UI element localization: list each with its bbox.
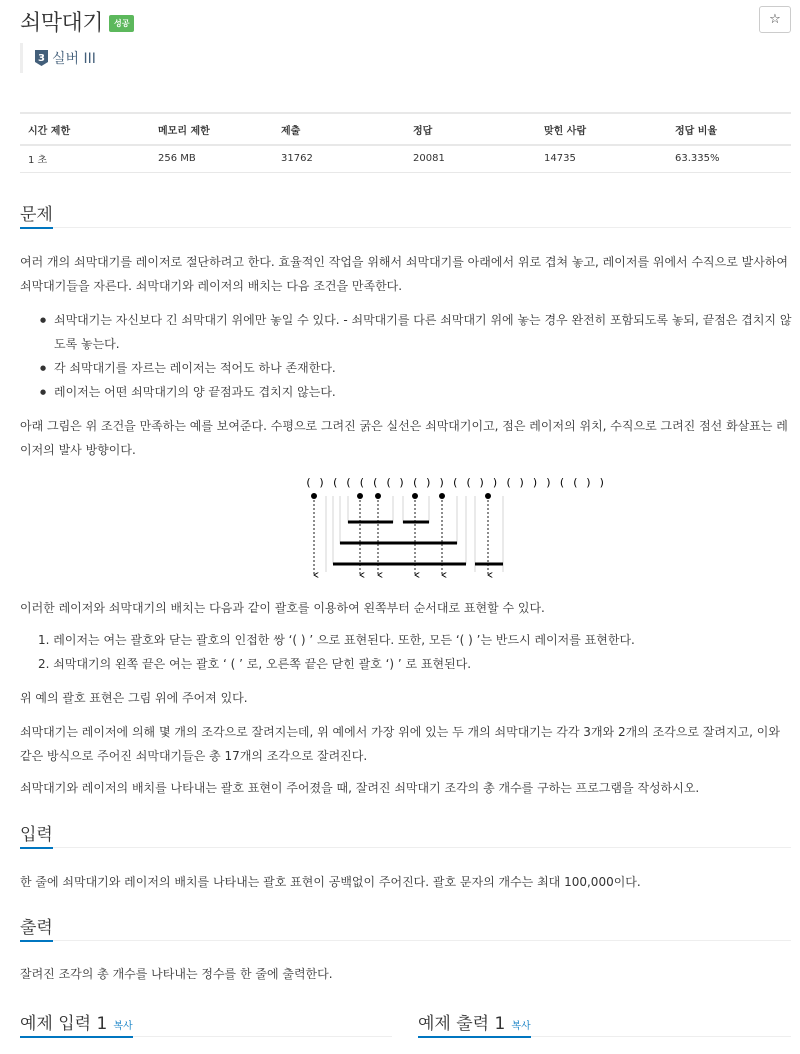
- copy-output-button[interactable]: 복사: [511, 1021, 531, 1032]
- value-memory-limit: 256 MB: [150, 145, 273, 172]
- value-accepted[interactable]: 20081: [405, 145, 536, 172]
- bar-end-guides: [326, 496, 503, 572]
- figure-intro: 아래 그림은 위 조건을 만족하는 예를 보여준다. 수평으로 그려진 굵은 실선은 쇠막대기이고, 점은 레이저의 위치, 수직으로 그려진 점선 화살표는 레이저의 발사 방향이다.: [20, 419, 788, 457]
- output-description: 잘려진 조각의 총 개수를 나타내는 정수를 한 줄에 출력한다.: [20, 967, 333, 981]
- example-input-header: [20, 1009, 392, 1037]
- header-solved-users: 맞힌 사람: [536, 113, 667, 145]
- task-statement: 쇠막대기와 레이저의 배치를 나타내는 괄호 표현이 주어졌을 때, 잘려진 쇠막대기 조각의 총 개수를 구하는 프로그램을 작성하시오.: [20, 781, 700, 795]
- example-note: 위 예의 괄호 표현은 그림 위에 주어져 있다.: [20, 691, 248, 705]
- iron-bars: [333, 522, 503, 564]
- input-section-header: [20, 820, 791, 848]
- laser-point: [311, 493, 317, 499]
- input-description: 한 줄에 쇠막대기와 레이저의 배치를 나타내는 괄호 표현이 공백없이 주어진다. 괄호 문자의 개수는 최대 100,000이다.: [20, 875, 641, 889]
- favorite-star-button[interactable]: ☆: [759, 6, 791, 33]
- value-solved-users[interactable]: 14735: [536, 145, 667, 172]
- header-accept-ratio: 정답 비율: [667, 113, 791, 145]
- laser-point: [375, 493, 381, 499]
- value-accept-ratio: 63.335%: [667, 145, 791, 172]
- header-time-limit: 시간 제한: [20, 113, 150, 145]
- status-badge: 성공: [109, 15, 134, 32]
- value-submissions[interactable]: 31762: [273, 145, 405, 172]
- title-row: [20, 6, 134, 37]
- figure-paren-text: ( ) ( ( ( ( ( ) ( ) ) ( ( ) ) ( ) ) ) ( ( ) ): [305, 476, 606, 489]
- rule-item: 1. 레이저는 여는 괄호와 닫는 괄호의 인접한 쌍 ‘( ) ’ 으로 표현된다. 또한, 모든 ‘( ) ’는 반드시 레이저를 표현한다.: [38, 633, 635, 647]
- info-header-row: [20, 113, 791, 145]
- laser-point: [412, 493, 418, 499]
- tier-label[interactable]: 실버 III: [52, 51, 96, 67]
- header-memory-limit: 메모리 제한: [150, 113, 273, 145]
- input-heading: 입력: [20, 820, 53, 849]
- tier-block: [20, 43, 96, 73]
- header-accepted: 정답: [405, 113, 536, 145]
- output-heading: 출력: [20, 913, 53, 942]
- condition-item: ● 레이저는 어떤 쇠막대기의 양 끝점과도 겹치지 않는다.: [54, 380, 794, 404]
- output-section-header: [20, 913, 791, 941]
- condition-item: ● 각 쇠막대기를 자르는 레이저는 적어도 하나 존재한다.: [54, 356, 794, 380]
- laser-points: [311, 493, 491, 499]
- conditions-list: [54, 308, 794, 404]
- example-input-title: 예제 입력 1: [20, 1014, 108, 1034]
- info-value-row: [20, 145, 791, 172]
- example-output-heading: [418, 1009, 531, 1038]
- problem-info-table: [20, 112, 791, 173]
- value-time-limit: 1 초: [20, 145, 150, 172]
- rule-item: 2. 쇠막대기의 왼쪽 끝은 여는 괄호 ‘ ( ’ 로, 오른쪽 끝은 닫힌 괄호 ‘) ’ 로 표현된다.: [38, 657, 472, 671]
- problem-heading: 문제: [20, 200, 53, 229]
- example-output-header: [418, 1009, 791, 1037]
- laser-figure: [305, 476, 606, 582]
- page-title: 쇠막대기: [20, 11, 104, 36]
- tier-number: 3: [38, 53, 45, 64]
- laser-diagram: [305, 476, 510, 582]
- example-input-heading: [20, 1009, 133, 1038]
- laser-point: [485, 493, 491, 499]
- pieces-explanation: 쇠막대기는 레이저에 의해 몇 개의 조각으로 잘려지는데, 위 예에서 가장 위에 있는 두 개의 쇠막대기는 각각 3개와 2개의 조각으로 잘려지고, 이와 같은 방식으로 주어진 쇠막대기들은 총 17개의 조각으로 잘려진다.: [20, 725, 780, 763]
- header-submissions: 제출: [273, 113, 405, 145]
- paren-intro: 이러한 레이저와 쇠막대기의 배치는 다음과 같이 괄호를 이용하여 왼쪽부터 순서대로 표현할 수 있다.: [20, 601, 545, 615]
- problem-intro: 여러 개의 쇠막대기를 레이저로 절단하려고 한다. 효율적인 작업을 위해서 쇠막대기를 아래에서 위로 겹쳐 놓고, 레이저를 위에서 수직으로 발사하여 쇠막대기들을 자른다. 쇠막대기와 레이저의 배치는 다음 조건을 만족한다.: [20, 255, 788, 293]
- silver-tier-icon: [35, 50, 48, 66]
- problem-section-header: [20, 200, 791, 228]
- rules-list: [38, 628, 778, 676]
- condition-item: ● 쇠막대기는 자신보다 긴 쇠막대기 위에만 놓일 수 있다. - 쇠막대기를 다른 쇠막대기 위에 놓는 경우 완전히 포함되도록 놓되, 끝점은 겹치지 않도록 놓는다.: [54, 308, 794, 356]
- copy-input-button[interactable]: 복사: [113, 1021, 133, 1032]
- laser-point: [357, 493, 363, 499]
- example-output-title: 예제 출력 1: [418, 1014, 506, 1034]
- laser-point: [439, 493, 445, 499]
